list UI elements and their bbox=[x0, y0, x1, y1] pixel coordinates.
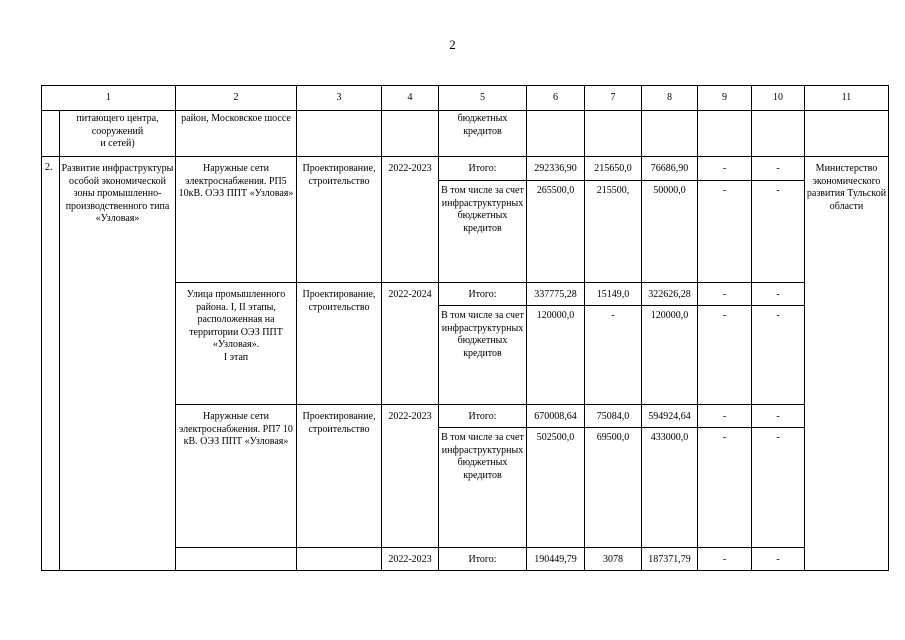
value-cell: 15149,0 bbox=[585, 283, 642, 306]
value-cell: - bbox=[698, 548, 752, 571]
value-cell: - bbox=[585, 306, 642, 405]
col-header: 3 bbox=[297, 86, 382, 111]
total-label: Итого: bbox=[439, 283, 527, 306]
value-cell: 3078 bbox=[585, 548, 642, 571]
value-cell: 76686,90 bbox=[642, 157, 698, 181]
col-header: 2 bbox=[176, 86, 297, 111]
period: 2022-2023 bbox=[382, 157, 439, 283]
work-type: Проектирование, строительство bbox=[297, 405, 382, 548]
value-cell: 265500,0 bbox=[527, 181, 585, 283]
total-label: Итого: bbox=[439, 405, 527, 428]
col-header: 4 bbox=[382, 86, 439, 111]
value-cell: 50000,0 bbox=[642, 181, 698, 283]
source-continued: бюджетных кредитов bbox=[439, 111, 527, 157]
col-header: 10 bbox=[752, 86, 805, 111]
value-cell: 670008,64 bbox=[527, 405, 585, 428]
page-number: 2 bbox=[449, 37, 456, 52]
project-name: Наружные сети электроснабжения. РП7 10 кВ. ОЭЗ ППТ «Узловая» bbox=[176, 405, 297, 548]
value-cell: 502500,0 bbox=[527, 428, 585, 548]
col-header: 11 bbox=[805, 86, 889, 111]
total-label: Итого: bbox=[439, 548, 527, 571]
value-cell: - bbox=[752, 548, 805, 571]
value-cell: - bbox=[698, 283, 752, 306]
value-cell: - bbox=[752, 181, 805, 283]
value-cell: - bbox=[698, 306, 752, 405]
responsible-body: Министерство экономического развития Тульской области bbox=[805, 157, 889, 571]
value-cell: 337775,28 bbox=[527, 283, 585, 306]
table-row bbox=[42, 157, 889, 181]
sub-label: В том числе за счет инфраструктурных бюджетных кредитов bbox=[439, 306, 527, 405]
value-cell: - bbox=[752, 428, 805, 548]
period: 2022-2023 bbox=[382, 405, 439, 548]
value-cell: 594924,64 bbox=[642, 405, 698, 428]
value-cell: 433000,0 bbox=[642, 428, 698, 548]
program-table bbox=[41, 85, 889, 571]
project-name-continued: район, Московское шоссе bbox=[176, 111, 297, 157]
value-cell: - bbox=[752, 405, 805, 428]
value-cell: 120000,0 bbox=[527, 306, 585, 405]
value-cell: 292336,90 bbox=[527, 157, 585, 181]
total-label: Итого: bbox=[439, 157, 527, 181]
col-header: 6 bbox=[527, 86, 585, 111]
value-cell: - bbox=[698, 428, 752, 548]
sub-label: В том числе за счет инфраструктурных бюджетных кредитов bbox=[439, 181, 527, 283]
value-cell: - bbox=[752, 283, 805, 306]
value-cell: - bbox=[752, 157, 805, 181]
sub-label: В том числе за счет инфраструктурных бюджетных кредитов bbox=[439, 428, 527, 548]
item-name: Развитие инфраструктуры особой экономической зоны промышленно-производственного типа «Узловая» bbox=[60, 157, 176, 571]
col-header: 8 bbox=[642, 86, 698, 111]
value-cell: 187371,79 bbox=[642, 548, 698, 571]
value-cell: 190449,79 bbox=[527, 548, 585, 571]
project-name: Улица промышленного района. I, II этапы, расположенная на территории ОЭЗ ППТ «Узловая». I этап bbox=[176, 283, 297, 405]
value-cell: - bbox=[698, 181, 752, 283]
work-type: Проектирование, строительство bbox=[297, 157, 382, 283]
value-cell: 120000,0 bbox=[642, 306, 698, 405]
continuation-row bbox=[42, 111, 889, 157]
value-cell: 69500,0 bbox=[585, 428, 642, 548]
value-cell: 215650,0 bbox=[585, 157, 642, 181]
value-cell: 215500, bbox=[585, 181, 642, 283]
value-cell: - bbox=[698, 405, 752, 428]
item-name-continued: питающего центра, сооружений и сетей) bbox=[60, 111, 176, 157]
work-type: Проектирование, строительство bbox=[297, 283, 382, 405]
column-number-row bbox=[42, 86, 889, 111]
value-cell: 322626,28 bbox=[642, 283, 698, 306]
project-name: Наружные сети электроснабжения. РП5 10кВ. ОЭЗ ППТ «Узловая» bbox=[176, 157, 297, 283]
item-number: 2. bbox=[42, 157, 60, 571]
value-cell: - bbox=[698, 157, 752, 181]
period: 2022-2024 bbox=[382, 283, 439, 405]
col-header: 7 bbox=[585, 86, 642, 111]
col-header: 5 bbox=[439, 86, 527, 111]
col-header: 1 bbox=[42, 86, 176, 111]
value-cell: 75084,0 bbox=[585, 405, 642, 428]
col-header: 9 bbox=[698, 86, 752, 111]
value-cell: - bbox=[752, 306, 805, 405]
cell-empty bbox=[42, 111, 60, 157]
period: 2022-2023 bbox=[382, 548, 439, 571]
